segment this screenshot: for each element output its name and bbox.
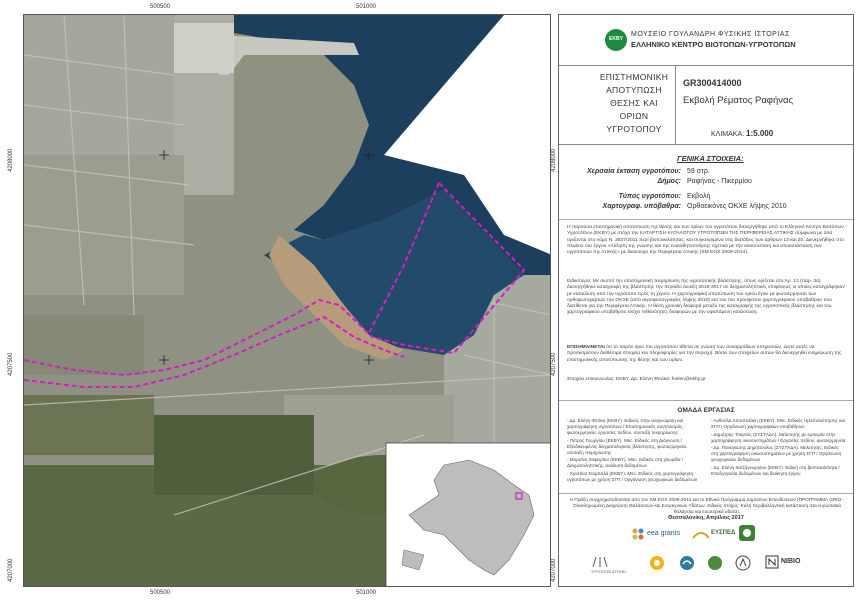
x-coord-bottom-1: 500500 <box>150 590 171 596</box>
x-coord-top-1: 500500 <box>150 4 171 10</box>
team-heading: ΟΜΑΔΑ ΕΡΓΑΣΙΑΣ <box>677 407 735 414</box>
method-paragraph: Ειδικότερα: Με σκοπό την επιστημονική τεκμηρίωση της υγροτοπικής βλάστησης, όπως ορίζεται στο Άρ. 13 (παρ. 3α) διενεργήθηκε καταγραφή της βλάστησης την περίοδο άνοιξη 2016-2017 σε δειγματοληπτικές επιφάνειες οι οποίες καταγράφηκαν με καταύλιση από τον υγρότοπο προς τη χέρσο. Η χαρτογραφική αποτύπωση του ορίου έγινε με φωτοερμηνεία των ορθοφωτοχαρτών του ΟΚΧΕ (από αεροφωτογραφίες λήψης 2010) και του πιο πρόσφατου χαρτογραφικού υποβάθρου που διατίθεται για την Περιφέρεια Αττικής. Η θέση χρονική διαφορά μεταξύ της καταγραφής της υγροτοπικής βλάστησης και του χαρτογραφικού υποβάθρου ενέχει πιθανότητες διαφορών με την υφιστάμενη κατάσταση. <box>567 279 845 316</box>
inset-map <box>386 443 551 587</box>
ekby-logo <box>605 29 627 51</box>
type-value: Εκβολή <box>687 193 711 200</box>
y-coord-right-1: 4208000 <box>551 148 557 172</box>
scale-label: ΚΛΙΜΑΚΑ: <box>711 131 745 138</box>
wetlands-logo-text: ΥΓΡΟΤΟΠΟΙ ΑΤΤΙΚΗΣ <box>591 570 627 574</box>
team-member: - Ανθούλα Αποστολάκη (ΕΚΒΥ). Msc. Ειδικός τηλεπισκόπησης και ΣΓΠ / Οργάνωση χαρτογραφικών υποβάθρων <box>711 418 845 429</box>
harbour-buildings <box>174 23 234 73</box>
org-name-line2: ΕΛΛΗΝΙΚΟ ΚΕΝΤΡΟ ΒΙΟΤΟΠΩΝ-ΥΓΡΟΤΟΠΩΝ <box>631 40 796 49</box>
notice-text: ότι το παρόν όριο του υγροτόπου τίθεται σε γνώση των συναρμόδιων υπηρεσιών, ώστε αυτές να προσκομίσουν διαθέσιμα στοιχεία και πληροφορίες για την περιοχή. Βάσει των στοιχείων αυτών θα διενεργηθεί ενημέρωση της επιστημονικής αποτύπωσης της θέσης και των ορίων. <box>567 345 842 363</box>
map-frame <box>23 14 551 587</box>
partner-logo-3 <box>735 555 751 576</box>
x-coord-bottom-2: 501000 <box>356 590 377 596</box>
team-member: - Δημήτρης Τσαρτάς (ΣΥΣΤΑΔΑ). Μελετητής με εμπειρία στην χαρτογράφηση οικοσυστημάτων / Εργασίες πεδίου, φωτοερμηνεία <box>711 431 846 443</box>
divider <box>559 493 853 494</box>
municipality-label: Δήμος: <box>657 178 681 185</box>
title-left <box>559 66 676 144</box>
basemap-label: Χαρτογραφ. υπόβαθρα: <box>602 203 681 210</box>
team-member: - Χριστίνα Σιαμπαλά (ΕΚΒΥ). Msc. Ειδικός στη χαρτογράφηση υγροτόπων με χρήση ΣΓΠ / Οργάνωση γεωχωρικών δεδομένων <box>567 470 698 482</box>
ministry-logo <box>739 525 755 546</box>
map-scale <box>711 129 773 138</box>
partner-logo-1 <box>679 555 695 576</box>
eea-grants-logo <box>631 527 681 546</box>
general-heading: ΓΕΝΙΚΑ ΣΤΟΙΧΕΙΑ: <box>677 154 744 163</box>
area-value: 59 στρ. <box>687 168 710 175</box>
wetlands-attica-logo <box>591 555 627 574</box>
wetland-name: Εκβολή Ρέματος Ραφήνας <box>683 95 794 106</box>
funding-text: Η Πράξη συγχρηματοδοτείται από τον ΧΜ ΕΟΧ 2009-2014 και το Εθνικό Πρόγραμμα Δημοσίων Επενδύσεων (ΠΡΟΓΡΑΜΜΑ GR02 - Ολοκληρωμένη Διαχείριση Θαλάσσιων και Εσωτερικών Υδάτων. Ειδικός στόχος: Καλή περιβαλλοντική κατάσταση στα ευρωπαϊκά θαλάσσια και εσωτερικά ύδατα). <box>569 497 845 514</box>
contact-info: Στοιχεία επικοινωνίας: ΕΚΒΥ, Δρ. Ελένη Φιτόκα: fnelen@ekby.gr <box>567 377 706 382</box>
team-member: - Μυρσίνη Ζαφειρίου (ΕΚΒΥ). Msc. Ειδικός στη χλωρίδα / Δειγματοληπτικής, ανάλυση δεδομένων <box>567 457 684 468</box>
partner-logo-2 <box>707 555 723 576</box>
y-coord-right-2: 4207500 <box>551 352 557 376</box>
intro-paragraph: Η παρούσα επιστημονική αποτύπωση της θέσης και των ορίων του υγροτόπου διενεργήθηκε από το Ελληνικό Κέντρο Βιοτόπων - Υγροτόπων (ΕΚΒΥ) με στόχο την ΚΑΤΑΡΤΙΣΗ ΚΑΤΑΛΟΓΟΥ ΥΓΡΟΤΟΠΩΝ ΤΗΣ ΠΕΡΙΦΕΡΕΙΑΣ ΑΤΤΙΚΗΣ σύμφωνα με όσα ορίζονται στο νόμο Ν. 3937/2011 περί βιοποικιλότητας, και συγκεκριμένα στις διατάξεις των άρθρων 13 και 20. Διενεργήθηκε στο πλαίσιο του έργου «Αύξηση της γνώσης και της ευαισθητοποίησης σχετικά με την ανασύσταση και αποκατάσταση των υγροτόπων της Αττικής» με δικαιούχο την Περιφέρεια Αττικής (ΧΜ ΕΟΧ 2009-2014). <box>567 225 847 256</box>
municipality-value: Ραφήνας - Πικερμίου <box>687 178 752 185</box>
title-line: ΟΡΙΩΝ <box>619 111 649 121</box>
x-coord-top-2: 501000 <box>356 4 377 10</box>
panel-header <box>559 15 853 66</box>
region-logo <box>649 555 665 576</box>
y-coord-left-2: 4207500 <box>8 352 14 376</box>
y-coord-left-3: 4207000 <box>8 558 14 582</box>
nibio-logo-text: NIBIO <box>781 558 801 565</box>
wetland-code: GR300414000 <box>683 78 742 88</box>
scale-value: 1:5.000 <box>746 129 774 138</box>
org-name-line1: ΜΟΥΣΕΙΟ ΓΟΥΛΑΝΔΡΗ ΦΥΣΙΚΗΣ ΙΣΤΟΡΙΑΣ <box>631 31 790 38</box>
y-coord-left-1: 4208000 <box>8 148 14 172</box>
title-line: ΑΠΟΤΥΠΩΣΗ <box>606 85 662 95</box>
area-label: Χερσαία έκταση υγροτόπου: <box>586 168 681 175</box>
team-right-column <box>711 418 847 478</box>
divider <box>559 219 853 220</box>
eea-logo-text: eea grants <box>647 530 681 537</box>
title-box <box>559 66 853 145</box>
team-left-column <box>567 418 703 484</box>
divider <box>559 400 853 401</box>
place-date: Θεσσαλονίκη, Απρίλιος 2017 <box>668 515 744 521</box>
title-line: ΥΓΡΟΤΟΠΟΥ <box>606 124 662 134</box>
team-member: - Δρ. Ελένη Χατζηγεωργίου (ΕΚΒΥ). Ειδική στη βιοποικιλότητα / Επεξεργασία δεδομένων και διοίκηση έργου <box>711 464 840 476</box>
basemap-value: Ορθοεικόνες ΟΚΧΕ λήψης 2010 <box>687 203 787 210</box>
eyspeda-logo-text: ΕΥΣΠΕΔ <box>711 530 736 536</box>
info-panel <box>558 14 854 587</box>
aerial-map[interactable] <box>24 15 551 587</box>
team-member: - Δρ. Παναγιώτης Δημόπουλος (ΣΥΣΤΑΔΑ). Μελετητής, Ειδικός στη χαρτογράφηση οικοσυστημάτων με χρήση ΣΓΠ / Οργάνωση γεωχωρικών δεδομένων <box>711 445 842 462</box>
nibio-logo <box>765 555 801 574</box>
y-coord-right-3: 4207000 <box>551 558 557 582</box>
team-member: - Πέτρος Γεωργίου (ΕΚΒΥ). Msc. Ειδικός στη Διάγνωση / Εξειδικευμένος δειγματολογικός βλάστησης, φωτοερμηνεία, σύνταξη τεκμηρίωσης <box>567 437 688 455</box>
notice-bold: ΕΠΙΣΗΜΑΙΝΕΤΑΙ <box>567 345 605 350</box>
team-member: - Δρ. Ελένη Φιτόκα (ΕΚΒΥ). Ειδικός στην αναγνώριση και χαρτογράφηση υγροτόπων / Επιστημονικός συντονισμός, φωτοερμηνεία, εργασίες πεδίου, σύνταξη τεκμηρίωσης <box>567 418 684 435</box>
eyspeda-logo <box>693 527 736 545</box>
notice-paragraph <box>567 345 847 364</box>
title-line: ΕΠΙΣΤΗΜΟΝΙΚΗ <box>599 72 669 82</box>
title-line: ΘΕΣΗΣ ΚΑΙ <box>610 98 658 108</box>
type-label: Τύπος υγροτόπου: <box>618 193 681 200</box>
logo-text: ΕΚΒΥ <box>609 36 623 42</box>
